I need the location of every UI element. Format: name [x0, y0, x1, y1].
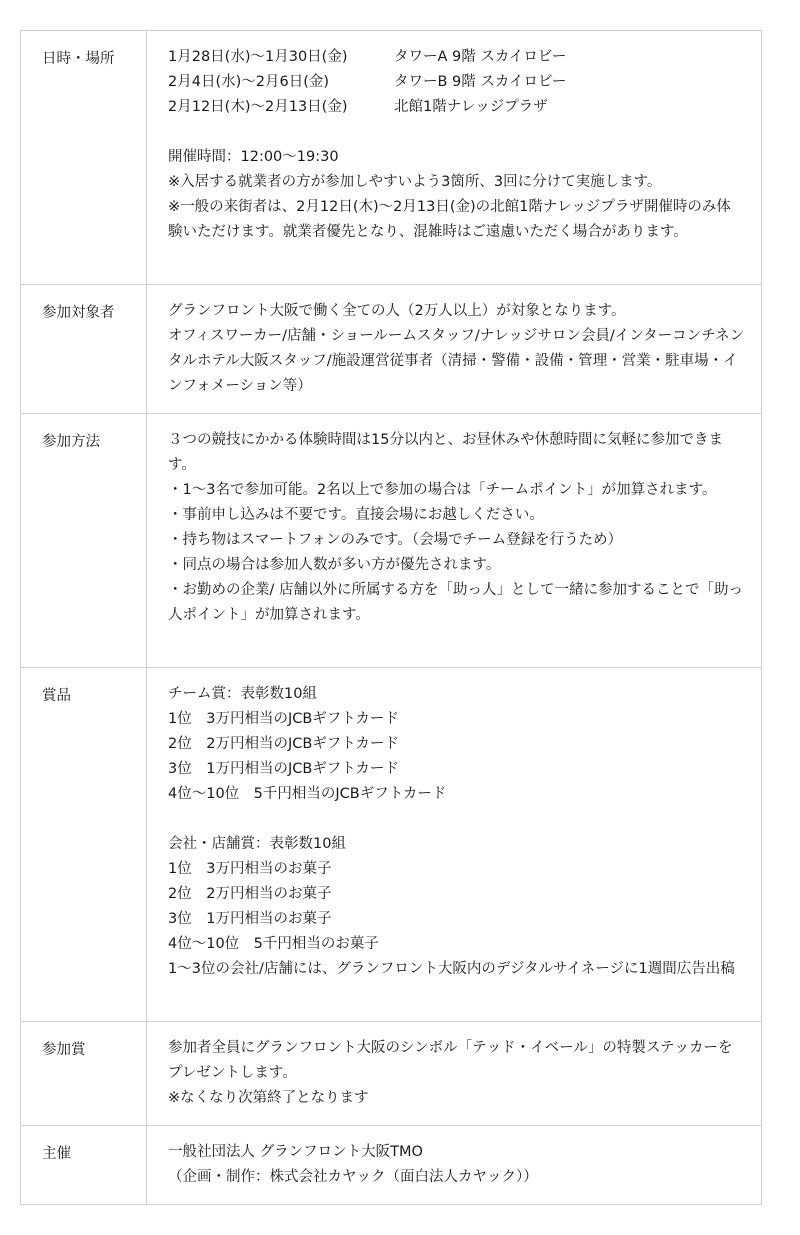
- label-cell: [21, 1126, 147, 1205]
- event-hours: 開催時間：12:00〜19:30: [168, 149, 339, 165]
- schedule-place: タワーA 9階 スカイロビー: [394, 49, 567, 65]
- row-label-datetime: 日時・場所: [42, 51, 115, 67]
- table-row-method: [21, 414, 762, 668]
- prize-item: 3位 1万円相当のお菓子: [168, 911, 332, 927]
- spacer: [168, 120, 745, 145]
- label-cell: [21, 285, 147, 414]
- prize-item: 4位〜10位 5千円相当のお菓子: [168, 936, 379, 952]
- table-row-participants: [21, 285, 762, 414]
- prize-note: 1〜3位の会社/店舗には、グランフロント大阪内のデジタルサイネージに1週間広告出稿: [168, 961, 735, 977]
- label-cell: [21, 668, 147, 1022]
- bullet-item: ・同点の場合は参加人数が多い方が優先されます。: [168, 557, 501, 573]
- paragraph-text: オフィスワーカー/店舗・ショールームスタッフ/ナレッジサロン会員/インターコンチネンタルホテル大阪スタッフ/施設運営従事者（清掃・警備・設備・管理・営業・駐車場・インフォメーション等）: [168, 328, 745, 394]
- bullet-item: ・お勤めの企業/ 店舗以外に所属する方を「助っ人」として一緒に参加することで「助っ人ポイント」が加算されます。: [168, 582, 743, 623]
- prize-item: 1位 3万円相当のJCBギフトカード: [168, 711, 399, 727]
- event-info-container: [20, 30, 762, 1205]
- note-text: ※なくなり次第終了となります: [168, 1090, 369, 1106]
- row-label-organizer: 主催: [42, 1146, 71, 1162]
- content-cell: [147, 668, 762, 1022]
- row-label-participation-prize: 参加賞: [42, 1042, 86, 1058]
- bullet-item: ・持ち物はスマートフォンのみです。（会場でチーム登録を行うため）: [168, 532, 623, 548]
- row-label-method: 参加方法: [42, 434, 100, 450]
- content-cell: [147, 285, 762, 414]
- table-row-datetime: [21, 31, 762, 285]
- row-label-prizes: 賞品: [42, 688, 71, 704]
- schedule-entry: [168, 70, 745, 95]
- content-cell: [147, 1022, 762, 1126]
- label-cell: [21, 414, 147, 668]
- content-cell: [147, 414, 762, 668]
- schedule-dates: 1月28日(水)〜1月30日(金): [168, 49, 348, 65]
- table-row-participation-prize: [21, 1022, 762, 1126]
- prize-item: 2位 2万円相当のJCBギフトカード: [168, 736, 399, 752]
- note-text: ※一般の来街者は、2月12日(木)〜2月13日(金)の北館1階ナレッジプラザ開催時のみ体験いただけます。就業者優先となり、混雑時はご遠慮いただく場合があります。: [168, 199, 731, 240]
- row-label-participants: 参加対象者: [42, 305, 115, 321]
- paragraph-text: 参加者全員にグランフロント大阪のシンボル「テッド・イベール」の特製ステッカーをプレゼントします。: [168, 1040, 733, 1081]
- schedule-place: 北館1階ナレッジプラザ: [394, 99, 548, 115]
- prize-item: 2位 2万円相当のお菓子: [168, 886, 332, 902]
- note-text: ※入居する就業者の方が参加しやすいよう3箇所、3回に分けて実施します。: [168, 174, 662, 190]
- schedule-place: タワーB 9階 スカイロビー: [394, 74, 567, 90]
- prize-category-title: 会社・店舗賞：表彰数10組: [168, 836, 346, 852]
- schedule-dates: 2月4日(水)〜2月6日(金): [168, 74, 330, 90]
- schedule-entry: [168, 95, 745, 120]
- schedule-entry: [168, 45, 745, 70]
- bullet-item: ・1〜3名で参加可能。2名以上で参加の場合は「チームポイント」が加算されます。: [168, 482, 717, 498]
- table-row-prizes: [21, 668, 762, 1022]
- prize-item: 1位 3万円相当のお菓子: [168, 861, 332, 877]
- spacer: [168, 807, 745, 832]
- organizer-credit: （企画・制作：株式会社カヤック（面白法人カヤック））: [168, 1169, 538, 1185]
- prize-category-title: チーム賞：表彰数10組: [168, 686, 317, 702]
- content-cell: [147, 1126, 762, 1205]
- paragraph-text: ３つの競技にかかる体験時間は15分以内と、お昼休みや休憩時間に気軽に参加できます。: [168, 432, 723, 473]
- bullet-item: ・事前申し込みは不要です。直接会場にお越しください。: [168, 507, 544, 523]
- organizer-name: 一般社団法人 グランフロント大阪TMO: [168, 1144, 423, 1160]
- paragraph-text: グランフロント大阪で働く全ての人（2万人以上）が対象となります。: [168, 303, 626, 319]
- label-cell: [21, 1022, 147, 1126]
- table-row-organizer: [21, 1126, 762, 1205]
- content-cell: [147, 31, 762, 285]
- event-info-table: [20, 30, 762, 1205]
- prize-item: 3位 1万円相当のJCBギフトカード: [168, 761, 399, 777]
- prize-item: 4位〜10位 5千円相当のJCBギフトカード: [168, 786, 447, 802]
- label-cell: [21, 31, 147, 285]
- schedule-dates: 2月12日(木)〜2月13日(金): [168, 99, 348, 115]
